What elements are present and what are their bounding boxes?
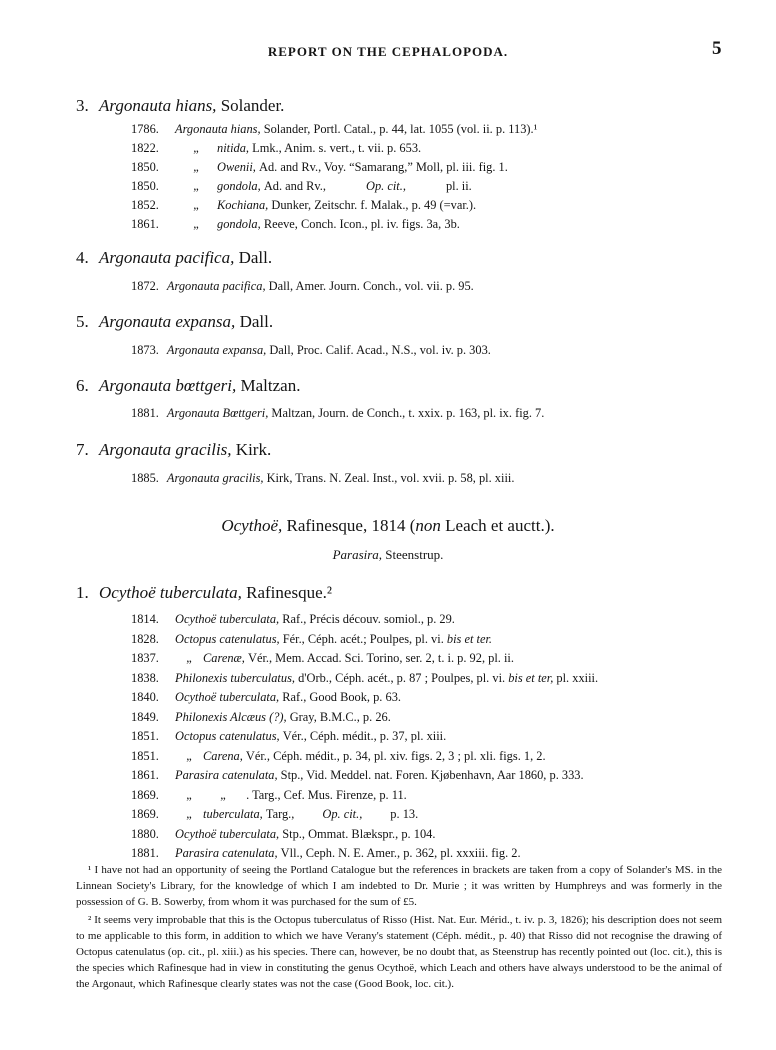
synonym-citation: Lmk., Anim. s. vert., t. vii. p. 653. <box>252 141 422 155</box>
synonym-citation: Gray, B.M.C., p. 26. <box>289 709 391 724</box>
reference-citation: Dall, Amer. Journ. Conch., vol. vii. p. 95. <box>268 279 474 293</box>
synonym-year: 1838. <box>131 670 159 685</box>
synonym-row <box>131 630 598 650</box>
synonym-row <box>131 177 537 196</box>
reference-citation: Maltzan, Journ. de Conch., t. xxix. p. 163, pl. ix. fig. 7. <box>271 406 545 420</box>
synonym-citation: Vér., Céph. médit., p. 34, pl. xiv. figs. 2, 3 ; pl. xli. figs. 1, 2. <box>245 748 546 763</box>
species-name: Ocythoë tuberculata, <box>99 583 242 602</box>
synonym-citation: Vér., Mem. Accad. Sci. Torino, ser. 2, t. i. p. 92, pl. ii. <box>248 651 514 665</box>
reference-taxon: Argonauta Bœttgeri, <box>166 406 269 420</box>
ditto-mark: „ <box>193 198 199 212</box>
synonym-row <box>131 196 537 215</box>
synonym-row <box>131 727 598 747</box>
reference-year: 1873. <box>131 343 159 357</box>
synonym-row <box>131 120 537 139</box>
species-number: 4. <box>76 248 89 267</box>
ditto-mark-2: „ <box>220 787 226 802</box>
synonym-epithet: Carena, <box>203 748 243 763</box>
species-author: Maltzan. <box>240 376 301 395</box>
species-author: Dall. <box>239 312 274 331</box>
footnote-1: ¹ I have not had an opportunity of seeing the Portland Catalogue but the references in brackets are taken from a copy of Solander's MS. in the Linnean Society's Library, for the knowledge of which I am indebted to Dr. Murie ; it was written by Humphreys and was formerly in the possession of G. B. Sowerby, from whom it was purchased for the sum of £5. <box>76 864 722 908</box>
synonym-citation: Solander, Portl. Catal., p. 44, lat. 1055 (vol. ii. p. 113).¹ <box>263 122 538 136</box>
synonym-citation: Ad. and Rv., Voy. “Samarang,” Moll, pl. iii. fig. 1. <box>259 160 508 174</box>
species-heading-expansa <box>76 312 273 332</box>
synonym-taxon: Ocythoë tuberculata, <box>175 826 280 841</box>
species-author: Rafinesque.² <box>246 583 332 602</box>
synonym-citation: d'Orb., Céph. acét., p. 87 ; Poulpes, pl. vi. <box>298 670 506 685</box>
synonym-taxon: Philonexis Alcæus (?), <box>175 709 287 724</box>
synonym-row <box>131 805 598 825</box>
synonymy-list-hians <box>131 120 537 234</box>
reference-citation: Kirk, Trans. N. Zeal. Inst., vol. xvii. p. 58, pl. xiii. <box>266 471 515 485</box>
synonym-citation-end: pl. ii. <box>445 179 472 193</box>
synonym-year: 1837. <box>131 651 159 665</box>
genus-rest: Leach et auctt.). <box>445 516 555 535</box>
species-heading-hians <box>76 96 284 116</box>
species-author: Dall. <box>238 248 273 267</box>
synonym-italic-note: bis et ter. <box>446 631 492 646</box>
synonym-taxon: Octopus catenulatus, <box>175 631 280 646</box>
synonym-genus-name: Parasira, <box>332 547 383 562</box>
synonym-taxon: Philonexis tuberculatus, <box>175 670 295 685</box>
synonym-year: 1881. <box>131 846 159 860</box>
synonym-year: 1849. <box>131 709 159 724</box>
footnote-2: ² It seems very improbable that this is the Octopus tuberculatus of Risso (Hist. Nat. Eur. Mérid., t. iv. p. 3, 1826); his description does not seem to me applicable to this form, in addition to which we have Verany's statement (Céph. médit., p. 40) that Risso did not recognise the drawing of Octopus catenulatus (op. cit., pl. xiii.) as his species. There can, however, be no doubt that, as Steenstrup has recently pointed out (loc. cit.), this is the species which Rafinesque had in view in constituting the genus Ocythoë, which Leach and others have always understood to be the animal of the Argonaut, which Rafinesque clearly states was not the case (Good Book, loc. cit.). <box>76 914 722 990</box>
ditto-mark: „ <box>193 160 199 174</box>
reference-year: 1872. <box>131 279 159 293</box>
synonym-epithet: Carenæ, <box>203 651 245 665</box>
genus-author: Rafinesque, 1814 ( <box>286 516 416 535</box>
synonym-genus: Argonauta <box>175 122 228 136</box>
synonym-year: 1822. <box>131 141 159 155</box>
ditto-mark: „ <box>193 217 199 231</box>
genus-name: Ocythoë, <box>221 516 283 535</box>
synonym-citation: Fér., Céph. acét.; Poulpes, pl. vi. <box>282 631 444 646</box>
synonym-taxon: Parasira catenulata, <box>175 846 278 860</box>
synonym-epithet: gondola, <box>217 179 261 193</box>
synonym-taxon: Ocythoë tuberculata, <box>175 612 280 626</box>
ditto-mark: „ <box>186 787 192 802</box>
synonym-year: 1852. <box>131 198 159 212</box>
synonym-year: 1851. <box>131 729 159 743</box>
synonym-op-cit: Op. cit., <box>366 179 406 193</box>
genus-non: non <box>415 516 441 535</box>
species-number: 5. <box>76 312 89 331</box>
synonym-italic-note: bis et ter, <box>508 670 554 685</box>
reference-gracilis <box>131 471 514 486</box>
synonym-year: 1828. <box>131 631 159 646</box>
synonym-row <box>131 158 537 177</box>
synonym-row <box>131 766 598 786</box>
species-author: Solander. <box>220 96 285 115</box>
synonymy-list-tuberculata <box>131 610 598 864</box>
synonym-year: 1786. <box>131 122 159 136</box>
species-name: Argonauta bœttgeri, <box>99 376 237 395</box>
synonym-year: 1869. <box>131 807 159 821</box>
species-name: Argonauta pacifica, <box>99 248 235 267</box>
species-name: Argonauta expansa, <box>99 312 236 331</box>
synonym-year: 1814. <box>131 612 159 626</box>
reference-taxon: Argonauta expansa, <box>166 343 267 357</box>
synonym-row <box>131 786 598 806</box>
synonym-row <box>131 215 537 234</box>
reference-taxon: Argonauta pacifica, <box>166 279 266 293</box>
species-heading-gracilis <box>76 440 271 460</box>
reference-year: 1885. <box>131 471 159 485</box>
synonym-year: 1861. <box>131 217 159 231</box>
footnotes <box>76 862 722 994</box>
species-number: 1. <box>76 583 89 602</box>
synonym-row <box>131 649 598 669</box>
synonym-epithet: gondola, <box>217 217 261 231</box>
synonym-row <box>131 825 598 845</box>
synonym-epithet: Owenii, <box>217 160 256 174</box>
synonym-year: 1850. <box>131 160 159 174</box>
synonym-taxon: Parasira catenulata, <box>175 768 278 782</box>
species-number: 3. <box>76 96 89 115</box>
synonym-row <box>131 688 598 708</box>
species-author: Kirk. <box>235 440 272 459</box>
synonym-citation: Ad. and Rv., <box>263 179 327 193</box>
species-heading-tuberculata <box>76 583 332 603</box>
ditto-mark: „ <box>186 807 192 821</box>
synonym-citation-end: pl. xxiii. <box>556 670 599 685</box>
synonym-year: 1851. <box>131 748 159 763</box>
synonym-year: 1840. <box>131 690 159 704</box>
synonym-citation: Raf., Précis découv. somiol., p. 29. <box>282 612 455 626</box>
reference-expansa <box>131 343 491 358</box>
species-number: 7. <box>76 440 89 459</box>
reference-taxon: Argonauta gracilis, <box>166 471 264 485</box>
synonym-year: 1880. <box>131 826 159 841</box>
species-heading-pacifica <box>76 248 272 268</box>
synonym-citation: Dunker, Zeitschr. f. Malak., p. 49 (=var.). <box>271 198 477 212</box>
synonym-epithet: nitida, <box>217 141 250 155</box>
synonym-epithet: tuberculata, <box>203 807 263 821</box>
ditto-mark: „ <box>193 179 199 193</box>
synonym-row <box>131 610 598 630</box>
synonym-citation-end: p. 13. <box>390 807 419 821</box>
synonym-citation: Reeve, Conch. Icon., pl. iv. figs. 3a, 3b. <box>263 217 460 231</box>
synonym-row <box>131 747 598 767</box>
synonym-taxon: Octopus catenulatus, <box>175 729 280 743</box>
reference-boettgeri <box>131 406 544 421</box>
synonym-citation: Stp., Vid. Meddel. nat. Foren. Kjøbenhavn, Aar 1860, p. 333. <box>280 768 584 782</box>
species-number: 6. <box>76 376 89 395</box>
synonym-row <box>131 139 537 158</box>
synonym-op-cit: Op. cit., <box>322 807 363 821</box>
genus-heading <box>0 516 776 536</box>
synonym-citation: Targ., <box>265 807 295 821</box>
species-name: Argonauta hians, <box>99 96 217 115</box>
species-heading-boettgeri <box>76 376 300 396</box>
reference-pacifica <box>131 279 474 294</box>
synonym-citation: Raf., Good Book, p. 63. <box>282 690 401 704</box>
synonym-row <box>131 708 598 728</box>
ditto-mark: „ <box>193 141 199 155</box>
synonym-genus-heading <box>0 547 776 563</box>
ditto-mark: „ <box>186 651 192 665</box>
synonym-epithet: hians, <box>230 122 261 136</box>
synonym-epithet: Kochiana, <box>217 198 269 212</box>
synonym-year: 1850. <box>131 179 159 193</box>
synonym-year: 1861. <box>131 768 159 782</box>
synonym-citation: . Targ., Cef. Mus. Firenze, p. 11. <box>246 787 407 802</box>
synonym-year: 1869. <box>131 787 159 802</box>
page-number: 5 <box>712 38 722 59</box>
synonym-citation: Stp., Ommat. Blækspr., p. 104. <box>282 826 436 841</box>
running-header: REPORT ON THE CEPHALOPODA. <box>267 44 509 59</box>
ditto-mark: „ <box>186 748 192 763</box>
reference-year: 1881. <box>131 406 159 420</box>
synonym-row <box>131 844 598 864</box>
synonym-citation: Vll., Ceph. N. E. Amer., p. 362, pl. xxxiii. fig. 2. <box>280 846 521 860</box>
synonym-taxon: Ocythoë tuberculata, <box>175 690 280 704</box>
species-name: Argonauta gracilis, <box>99 440 232 459</box>
synonym-citation: Vér., Céph. médit., p. 37, pl. xiii. <box>282 729 447 743</box>
synonym-row <box>131 669 598 689</box>
synonym-genus-author: Steenstrup. <box>385 547 444 562</box>
reference-citation: Dall, Proc. Calif. Acad., N.S., vol. iv. p. 303. <box>269 343 491 357</box>
